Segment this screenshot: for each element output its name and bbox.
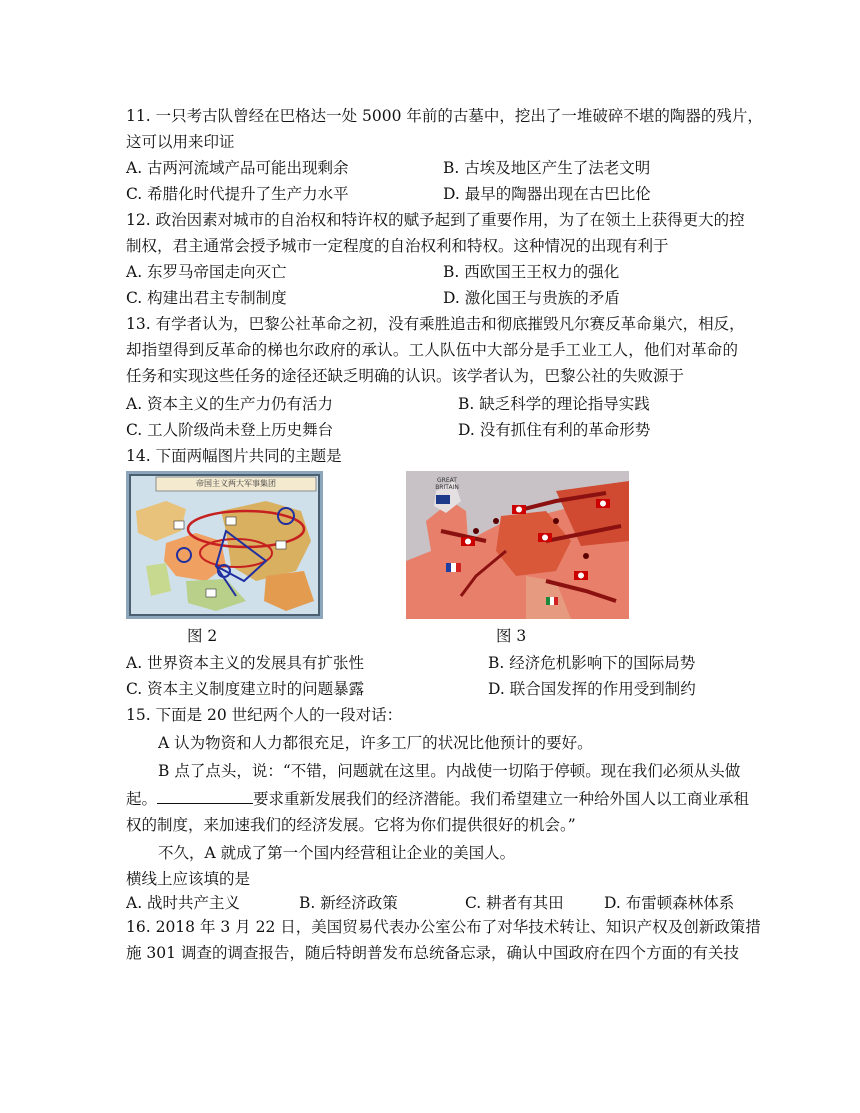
- q11-stem-line2: 这可以用来印证: [126, 133, 235, 151]
- q12-option-c: C. 构建出君主专制制度: [126, 289, 287, 307]
- figure-2-map-image: [126, 471, 323, 619]
- q11-option-a: A. 古两河流域产品可能出现剩余: [126, 159, 349, 177]
- q12-option-a: A. 东罗马帝国走向灭亡: [126, 263, 287, 281]
- q14-stem: 14. 下面两幅图片共同的主题是: [126, 447, 342, 465]
- q11-option-d: D. 最早的陶器出现在古巴比伦: [443, 185, 651, 203]
- q15-paragraph-2-line3: 权的制度，来加速我们的经济发展。它将为你们提供很好的机会。”: [126, 816, 576, 834]
- q16-stem-line1: 16. 2018 年 3 月 22 日，美国贸易代表办公室公布了对华技术转让、知识产权及创新政策措: [126, 918, 761, 936]
- q15-paragraph-1: A 认为物资和人力都很充足，许多工厂的状况比他预计的要好。: [158, 734, 593, 752]
- q13-option-b: B. 缺乏科学的理论指导实践: [458, 395, 650, 413]
- q16-stem-line2: 施 301 调查的调查报告，随后特朗普发布总统备忘录，确认中国政府在四个方面的有关技: [126, 944, 739, 962]
- q14-option-b: B. 经济危机影响下的国际局势: [488, 654, 696, 672]
- q11-option-c: C. 希腊化时代提升了生产力水平: [126, 185, 349, 203]
- q15-option-c: C. 耕者有其田: [465, 894, 564, 912]
- q11-stem-line1: 11. 一只考古队曾经在巴格达一处 5000 年前的古墓中，挖出了一堆破碎不堪的陶器的残片，: [126, 107, 763, 125]
- q12-stem-line2: 制权，君主通常会授予城市一定程度的自治权利和特权。这种情况的出现有利于: [126, 237, 669, 255]
- q14-option-c: C. 资本主义制度建立时的问题暴露: [126, 680, 365, 698]
- q14-option-d: D. 联合国发挥的作用受到制约: [488, 680, 696, 698]
- q13-option-a: A. 资本主义的生产力仍有活力: [126, 395, 334, 413]
- q15-paragraph-3: 不久，A 就成了第一个国内经营租让企业的美国人。: [158, 844, 516, 862]
- q15-option-d: D. 布雷顿森林体系: [604, 894, 735, 912]
- q15-paragraph-2-line2: [126, 789, 750, 809]
- q15-fill-in-blank: [157, 789, 253, 804]
- q15-paragraph-2-line1: B 点了点头，说：“不错，问题就在这里。内战使一切陷于停顿。现在我们必须从头做: [158, 762, 741, 780]
- figure-2-caption: 图 2: [187, 627, 218, 645]
- figure-3-map-image: [406, 471, 629, 619]
- q15-stem: 15. 下面是 20 世纪两个人的一段对话：: [126, 706, 403, 724]
- q12-option-d: D. 激化国王与贵族的矛盾: [443, 289, 620, 307]
- q13-option-d: D. 没有抓住有利的革命形势: [458, 421, 651, 439]
- q11-option-b: B. 古埃及地区产生了法老文明: [443, 159, 651, 177]
- q12-option-b: B. 西欧国王王权力的强化: [443, 263, 620, 281]
- q15-option-a: A. 战时共产主义: [126, 894, 241, 912]
- q15-prompt: 横线上应该填的是: [126, 870, 251, 888]
- figure-2-map-title: 帝国主义两大军事集团: [196, 479, 276, 488]
- q14-option-a: A. 世界资本主义的发展具有扩张性: [126, 654, 365, 672]
- figure-3-label-great-britain: GREAT BRITAIN: [435, 477, 459, 491]
- q13-stem-line3: 任务和实现这些任务的途径还缺乏明确的认识。该学者认为，巴黎公社的失败源于: [126, 367, 685, 385]
- figure-3-caption: 图 3: [496, 627, 527, 645]
- q13-stem-line2: 却指望得到反革命的梯也尔政府的承认。工人队伍中大部分是手工业工人，他们对革命的: [126, 341, 738, 359]
- q13-option-c: C. 工人阶级尚未登上历史舞台: [126, 421, 334, 439]
- q15-paragraph-2-line2-end: 要求重新发展我们的经济潜能。我们希望建立一种给外国人以工商业承租: [253, 790, 750, 808]
- q12-stem-line1: 12. 政治因素对城市的自治权和特许权的赋予起到了重要作用，为了在领土上获得更大的控: [126, 211, 745, 229]
- q15-option-b: B. 新经济政策: [299, 894, 398, 912]
- q15-paragraph-2-line2-start: 起。: [126, 790, 158, 808]
- q13-stem-line1: 13. 有学者认为，巴黎公社革命之初，没有乘胜追击和彻底摧毁凡尔赛反革命巢穴，相反，: [126, 315, 745, 333]
